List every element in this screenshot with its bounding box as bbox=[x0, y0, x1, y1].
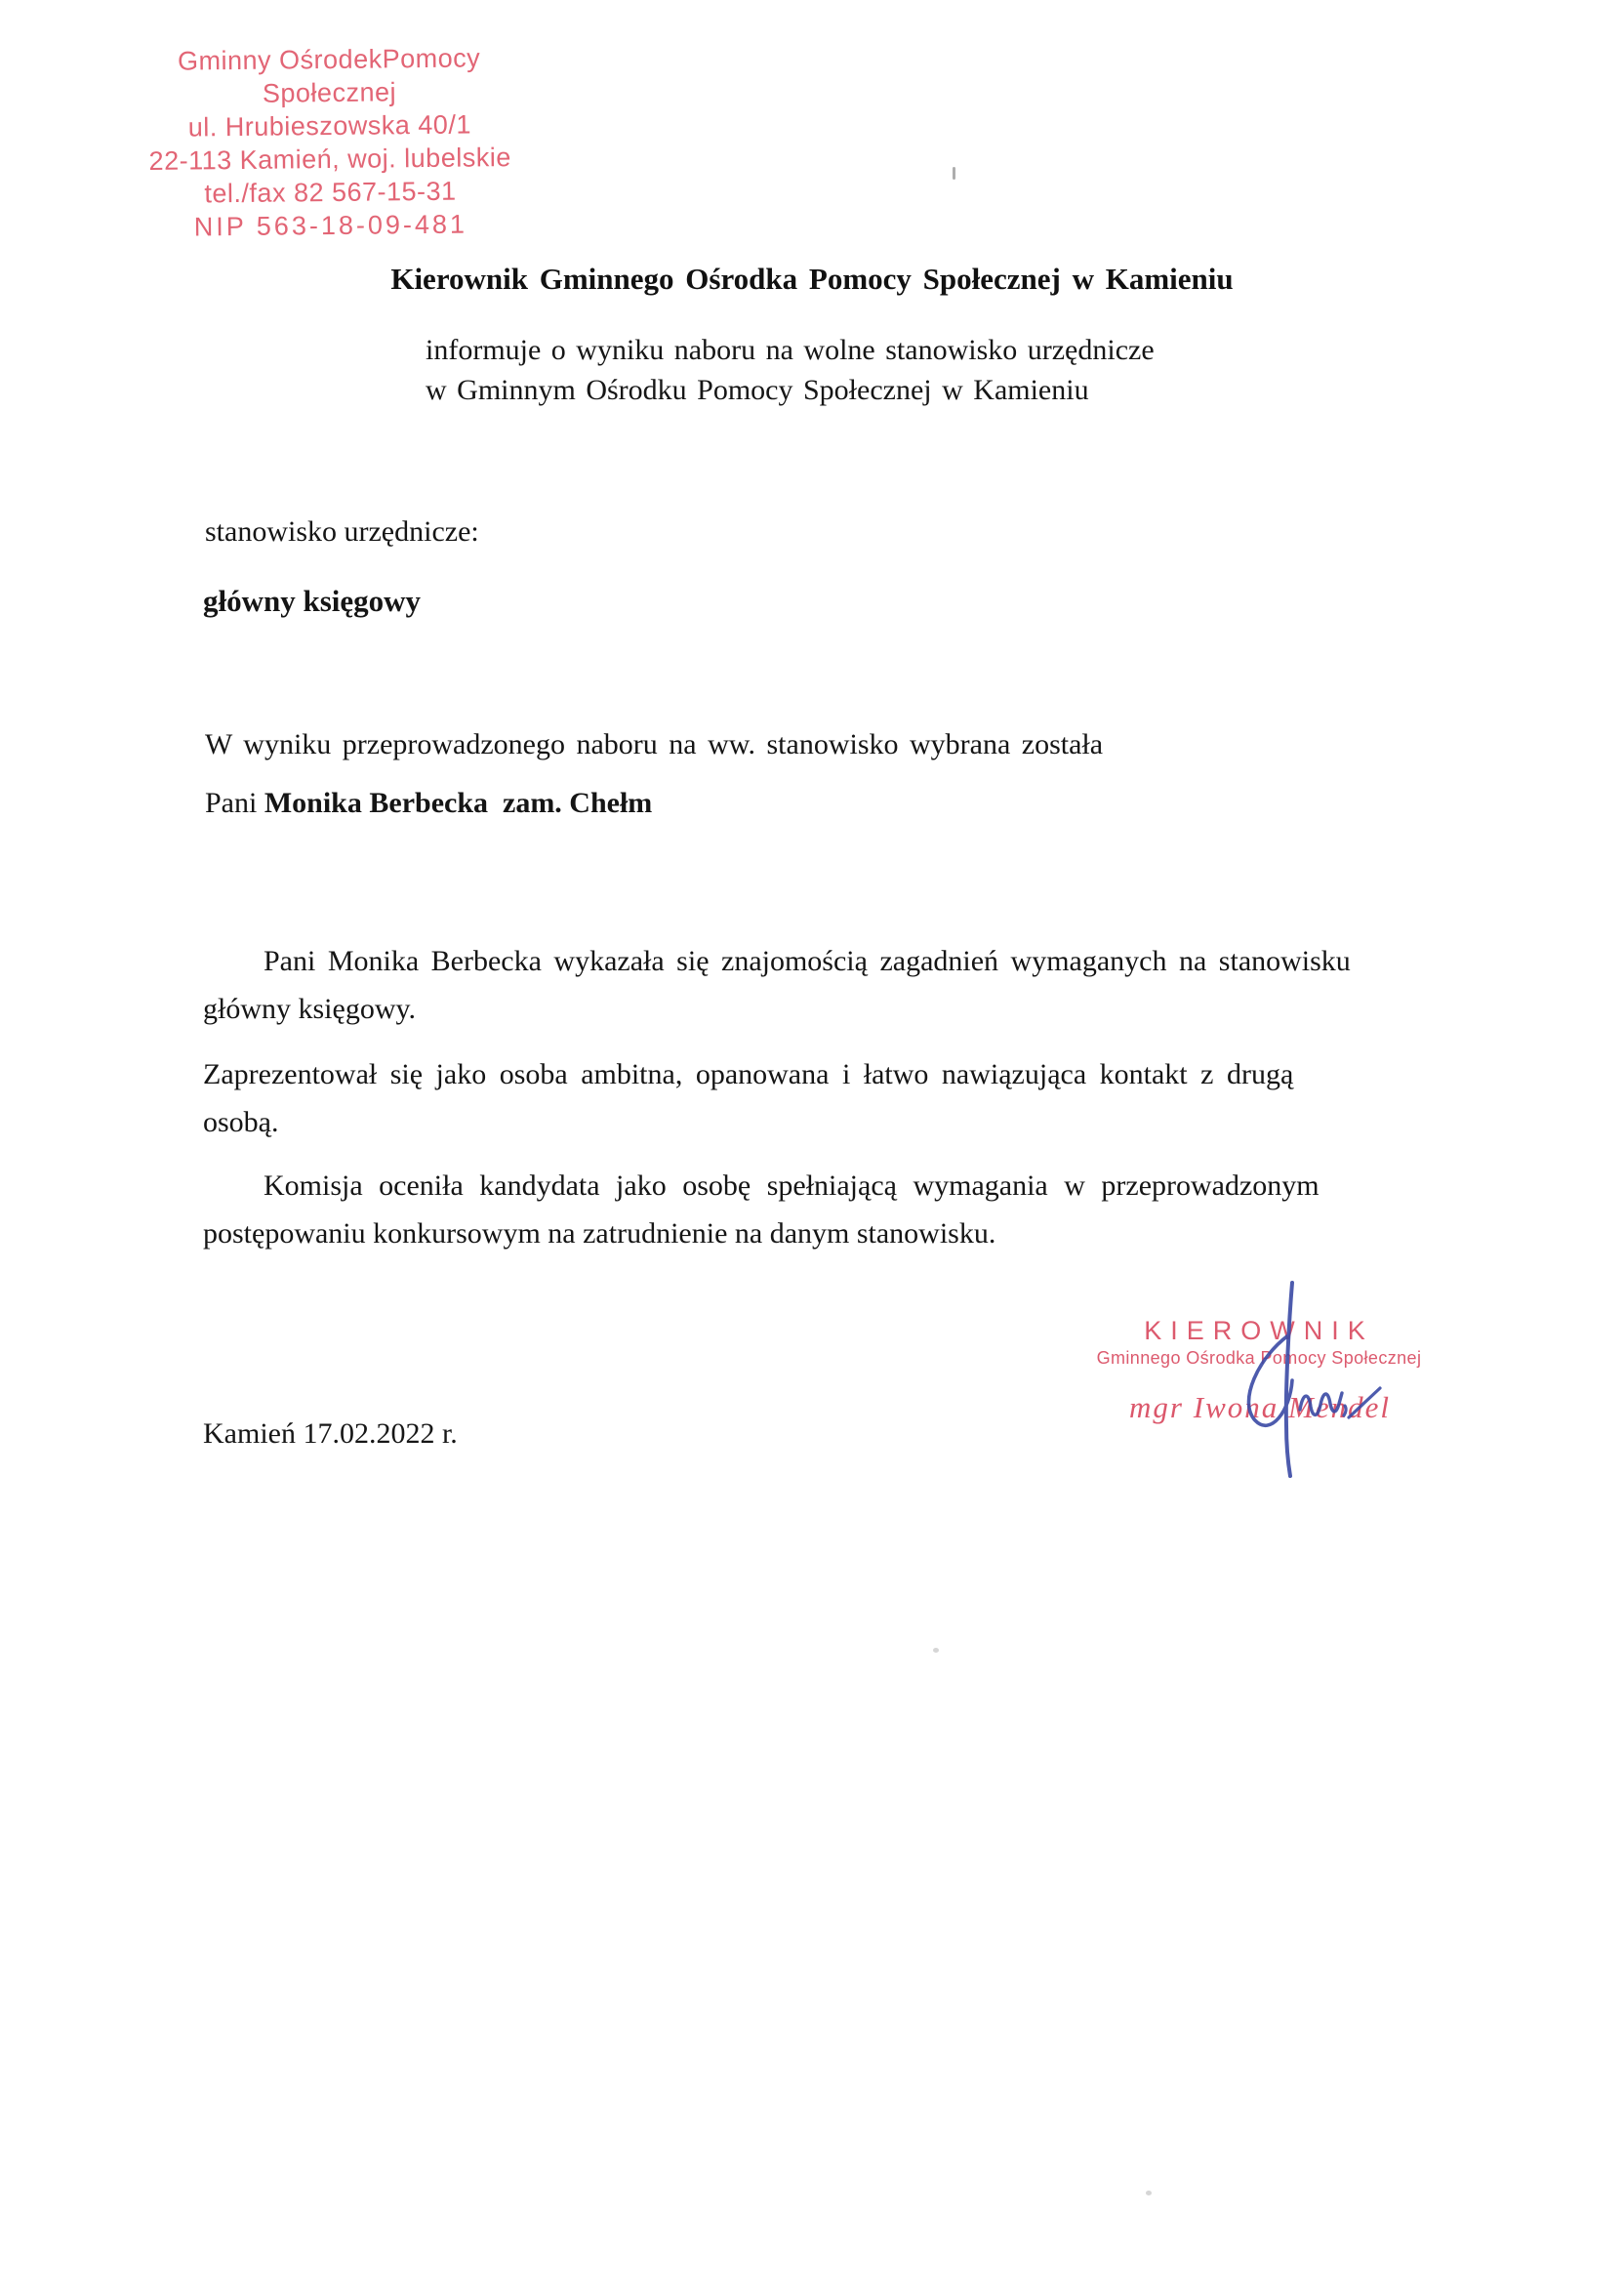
stamp-street: ul. Hrubieszowska 40/1 bbox=[187, 109, 472, 143]
paragraph-2-line-2: osobą. bbox=[203, 1106, 279, 1138]
signer-name-stamp: mgr Iwona Mendel bbox=[1129, 1390, 1391, 1424]
paragraph-3 bbox=[203, 1162, 1364, 1257]
subtitle-line-1: informuje o wyniku naboru na wolne stanowisko urzędnicze bbox=[426, 334, 1155, 366]
selected-prefix: Pani bbox=[205, 787, 264, 819]
stamp-nip: NIP 563-18-09-481 bbox=[193, 209, 468, 242]
paragraph-3-line-1: Komisja oceniła kandydata jako osobę spełniającą wymagania w przeprowadzonym bbox=[264, 1169, 1320, 1202]
paragraph-2-line-1: Zaprezentował się jako osoba ambitna, opanowana i łatwo nawiązująca kontakt z drugą bbox=[203, 1058, 1294, 1090]
result-line: W wyniku przeprowadzonego naboru na ww. stanowisko wybrana została bbox=[205, 728, 1104, 760]
position-label: stanowisko urzędnicze: bbox=[205, 515, 479, 548]
document-title: Kierownik Gminnego Ośrodka Pomocy Społecznej w Kamieniu bbox=[390, 262, 1234, 296]
paragraph-1 bbox=[203, 937, 1364, 1033]
handwritten-signature bbox=[1208, 1279, 1400, 1480]
paragraph-1-line-2: główny księgowy. bbox=[203, 993, 417, 1025]
office-address-stamp bbox=[108, 41, 551, 245]
place-and-date: Kamień 17.02.2022 r. bbox=[203, 1417, 458, 1450]
paragraph-2 bbox=[203, 1050, 1364, 1146]
stamp-phone: tel./fax 82 567-15-31 bbox=[204, 176, 457, 209]
subtitle-line-2: w Gminnym Ośrodku Pomocy Społecznej w Kamieniu bbox=[426, 374, 1089, 406]
scan-speck bbox=[933, 1648, 939, 1653]
selected-candidate-line bbox=[205, 787, 652, 820]
kierownik-organization: Gminnego Ośrodka Pomocy Społecznej bbox=[1096, 1348, 1422, 1368]
position-name: główny księgowy bbox=[203, 584, 422, 618]
paragraph-1-line-1: Pani Monika Berbecka wykazała się znajomością zagadnień wymaganych na stanowisku bbox=[264, 945, 1351, 977]
kierownik-role: KIEROWNIK bbox=[1144, 1316, 1374, 1345]
document-subtitle bbox=[426, 330, 1155, 410]
stamp-city: 22-113 Kamień, woj. lubelskie bbox=[148, 143, 511, 176]
stamp-org-name: Gminny OśrodekPomocy Społecznej bbox=[177, 43, 481, 108]
scan-artifact bbox=[953, 167, 955, 180]
selected-candidate-name: Monika Berbecka zam. Chełm bbox=[264, 787, 653, 819]
scan-speck bbox=[1146, 2191, 1152, 2195]
paragraph-3-line-2: postępowaniu konkursowym na zatrudnienie na danym stanowisku. bbox=[203, 1217, 996, 1250]
